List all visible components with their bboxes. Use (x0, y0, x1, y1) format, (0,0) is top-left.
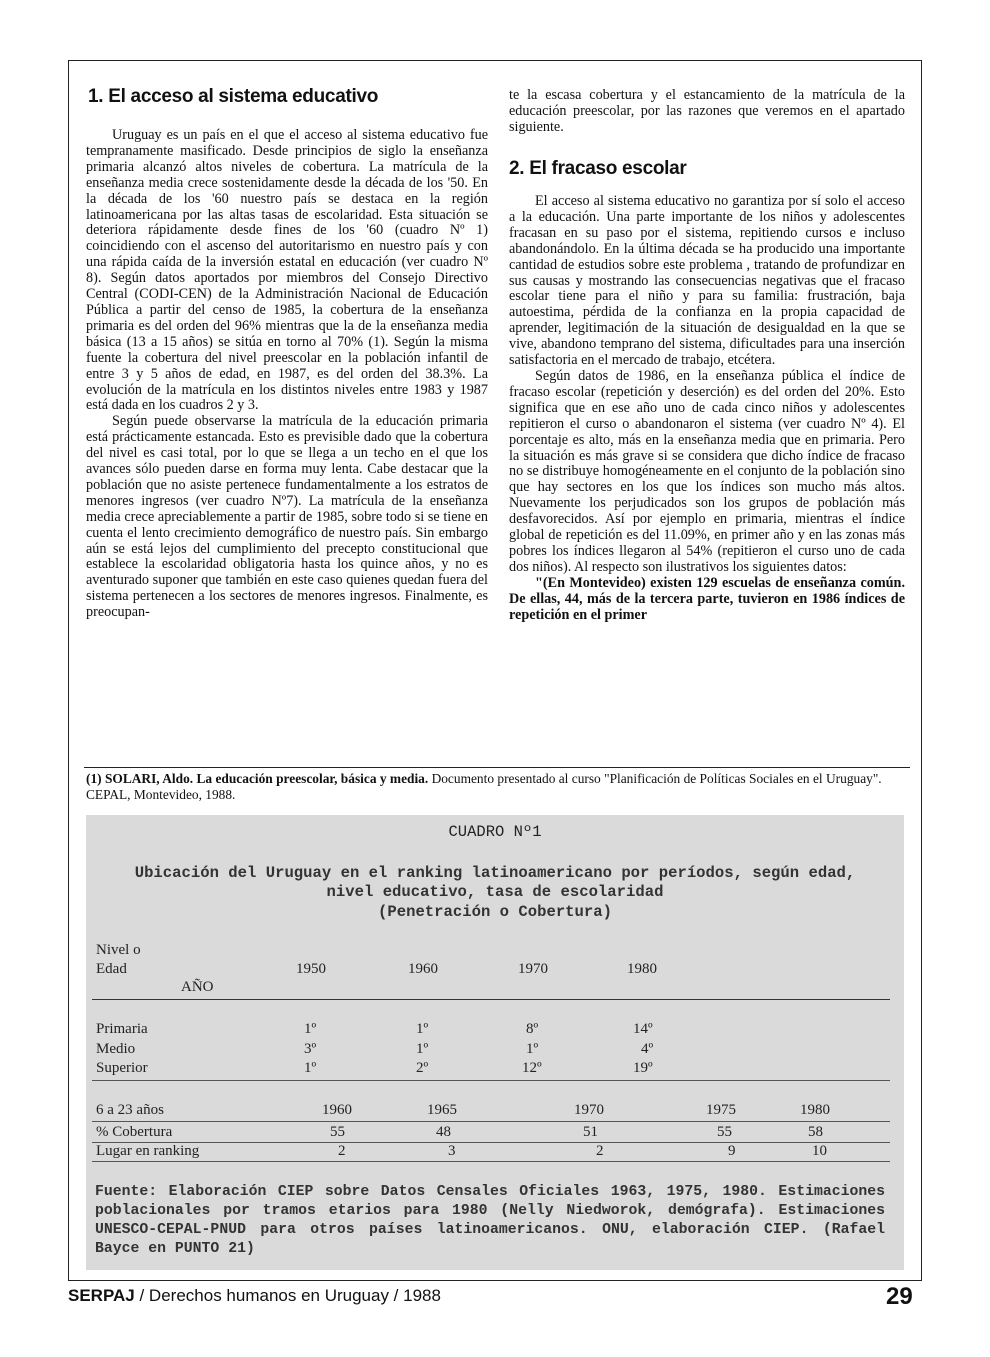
publisher: SERPAJ (68, 1286, 135, 1305)
table-cell: 10 (812, 1143, 827, 1159)
row-label: Medio (96, 1041, 136, 1057)
table-cell: 51 (583, 1124, 598, 1140)
footnote-author: (1) SOLARI, Aldo. La educación preescolar, básica y media. (86, 771, 429, 786)
year-header: 1965 (427, 1102, 457, 1118)
year-header: 1975 (706, 1102, 736, 1118)
header-nivel: Nivel o (96, 942, 141, 958)
paragraph: El acceso al sistema educativo no garantiza por sí solo el acceso a la educación. Una parte importante de los niños y adolescentes fracasan en su paso por el sistema, repitiendo cursos e incluso abandonándolo. En la última década se ha producido una importante cantidad de estudios sobre este problema , tratando de profundizar en sus causas y mostrando las consecuencias negativas que el fracaso escolar tiene para el niño y para su familia: frustración, baja autoestima, pérdida de la confianza en la propia capacidad de aprender, legitimación de la situación de desigualdad en la que se vive, abandono temprano del sistema, dificultades para una inserción satisfactoria en el mercado de trabajo, etcétera. (509, 193, 905, 369)
table-subtitle: nivel educativo, tasa de escolaridad (326, 883, 664, 901)
table-cell: 3º (304, 1041, 317, 1057)
table-cell: 55 (717, 1124, 732, 1140)
row-label: 6 a 23 años (96, 1102, 164, 1118)
table-rule (92, 1121, 890, 1122)
table-subtitle: Ubicación del Uruguay en el ranking latinoamericano por períodos, según edad, (134, 864, 856, 882)
page-number: 29 (886, 1283, 913, 1310)
table-cell: 2 (596, 1143, 604, 1159)
table-title: CUADRO Nº1 (448, 823, 542, 841)
table-cell: 48 (436, 1124, 451, 1140)
paragraph: Según puede observarse la matrícula de la educación primaria está prácticamente estancada. Esto es previsible dado que la cobertura del nivel es casi total, por lo que se llega a un techo en el que los avances sólo pueden darse en forma muy lenta. Cabe destacar que la población que no asiste pertenece fundamentalmente a los estratos de menores ingresos (ver cuadro Nº7). La matrícula de la enseñanza media crece apreciablemente a partir de 1985, sobre todo si se tiene en cuenta el lento crecimiento demográfico de nuestro país. Sin embargo aún se está lejos del cumplimiento del precepto constitucional que establece la escolaridad obligatoria hasta los quince años, y no es aventurado suponer que también en este caso quienes quedan fuera del sistema pertenecen a los sectores de menores ingresos. Finalmente, es preocupan- (86, 413, 488, 621)
section-heading-acceso: 1. El acceso al sistema educativo (88, 86, 379, 107)
row-label: Superior (96, 1060, 148, 1076)
year-header: 1980 (800, 1102, 830, 1118)
table-cell: 12º (522, 1060, 542, 1076)
table-cell: 1º (416, 1041, 429, 1057)
paragraph: Uruguay es un país en el que el acceso al sistema educativo fue tempranamente masificado. Desde principios de siglo la enseñanza primaria alcanzó altos niveles de cobertura. La matrícula de la enseñanza media crece sostenidamente desde la década de los '50. En la década de los '60 nuestro país se destaca en la región latinoamericana por las altas tasas de escolaridad. Esta situación se deteriora rápidamente desde fines de los '60 (cuadro Nº 1) coincidiendo con el ascenso del autoritarismo en nuestro país y con una rápida caída de la inversión estatal en educación (ver cuadro Nº 8). Según datos aportados por miembros del Consejo Directivo Central (CODI-CEN) de la Administración Nacional de Educación Pública a partir del censo de 1985, la cobertura de la enseñanza primaria es del orden del 96% mientras que la de la enseñanza media básica (13 a 15 años) se sitúa en torno al 70% (1). Según la misma fuente la cobertura del nivel preescolar en la población infantil de entre 3 y 5 años de edad, en 1987, es del orden del 38.3%. La evolución de la matrícula en los distintos niveles entre 1983 y 1987 está dada en los cuadros 2 y 3. (86, 127, 488, 414)
year-header: 1970 (518, 961, 548, 977)
table-subtitle: (Penetración o Cobertura) (378, 903, 612, 921)
table-cell: 3 (448, 1143, 456, 1159)
table-cell: 1º (526, 1041, 539, 1057)
publication-title: / Derechos humanos en Uruguay / 1988 (134, 1286, 441, 1305)
table-rule (92, 1142, 890, 1143)
table-cell: 1º (416, 1021, 429, 1037)
year-header: 1960 (322, 1102, 352, 1118)
footnote-rule (84, 767, 910, 768)
paragraph-continuation: te la escasa cobertura y el estancamiento de la matrícula de la educación preescolar, por las razones que veremos en el apartado siguiente. (509, 87, 905, 135)
year-header: 1980 (627, 961, 657, 977)
table-cell: 9 (728, 1143, 736, 1159)
right-column-top (509, 88, 905, 136)
footnote (86, 771, 906, 803)
table-cell: 2º (416, 1060, 429, 1076)
row-label: Primaria (96, 1021, 148, 1037)
quote: "(En Montevideo) existen 129 escuelas de enseñanza común. De ellas, 44, más de la tercera parte, tuvieron en 1986 índices de repetición en el primer (509, 574, 905, 623)
table-cell: 1º (304, 1021, 317, 1037)
section-heading-fracaso: 2. El fracaso escolar (509, 158, 687, 179)
table-cell: 4º (641, 1041, 654, 1057)
table-cell: 55 (330, 1124, 345, 1140)
header-ano: AÑO (181, 979, 214, 995)
table-rule (92, 999, 890, 1000)
running-footer (68, 1286, 441, 1306)
row-label: % Cobertura (96, 1124, 173, 1140)
paragraph: Según datos de 1986, en la enseñanza pública el índice de fracaso escolar (repetición y deserción) es del orden del 20%. Esto significa que en ese año uno de cada cinco niños y adolescentes repitieron el curso o abandonaron el sistema (ver cuadro Nº 4). El porcentaje es alto, más en la enseñanza media que en primaria. Pero la situación es más grave si se considera que dicho índice de fracaso no se distribuye homogéneamente en el conjunto de la población sino que hay sectores en los que los índices son mucho más altos. Nuevamente los perjudicados son los grupos de población más desfavorecidos. Así por ejemplo en primaria, mientras el índice global de repetición es del 11.09%, en primer año y en las zonas más pobres los índices llegaron al 54% (repitieron el curso uno de cada dos niños). Al respecto son ilustrativos los siguientes datos: (509, 367, 905, 575)
left-column (86, 128, 488, 621)
header-edad: Edad (96, 961, 127, 977)
row-label: Lugar en ranking (96, 1143, 200, 1159)
table-source: Fuente: Elaboración CIEP sobre Datos Censales Oficiales 1963, 1975, 1980. Estimaciones poblacionales por tramos etarios para 1980 (Nelly Niedworok, demógrafa). Estimaciones UNESCO-CEPAL-PNUD para otros países latinoamericanos. ONU, elaboración CIEP. (Rafael Bayce en PUNTO 21) (95, 1184, 885, 1257)
table-cell: 2 (338, 1143, 346, 1159)
table-cell: 14º (633, 1021, 653, 1037)
cuadro-table (86, 815, 904, 1270)
year-header: 1960 (408, 961, 438, 977)
table-cell: 19º (633, 1060, 653, 1076)
table-rule (92, 1080, 890, 1081)
table-cell: 1º (304, 1060, 317, 1076)
footnote-text: Documento presentado al curso "Planificación de Políticas Sociales en el Uruguay". CEPAL, Montevideo, 1988. (86, 771, 882, 802)
right-column (509, 194, 905, 623)
year-header: 1970 (574, 1102, 604, 1118)
year-header: 1950 (296, 961, 326, 977)
table-cell: 8º (526, 1021, 539, 1037)
table-cell: 58 (808, 1124, 823, 1140)
table-rule (92, 1161, 890, 1162)
